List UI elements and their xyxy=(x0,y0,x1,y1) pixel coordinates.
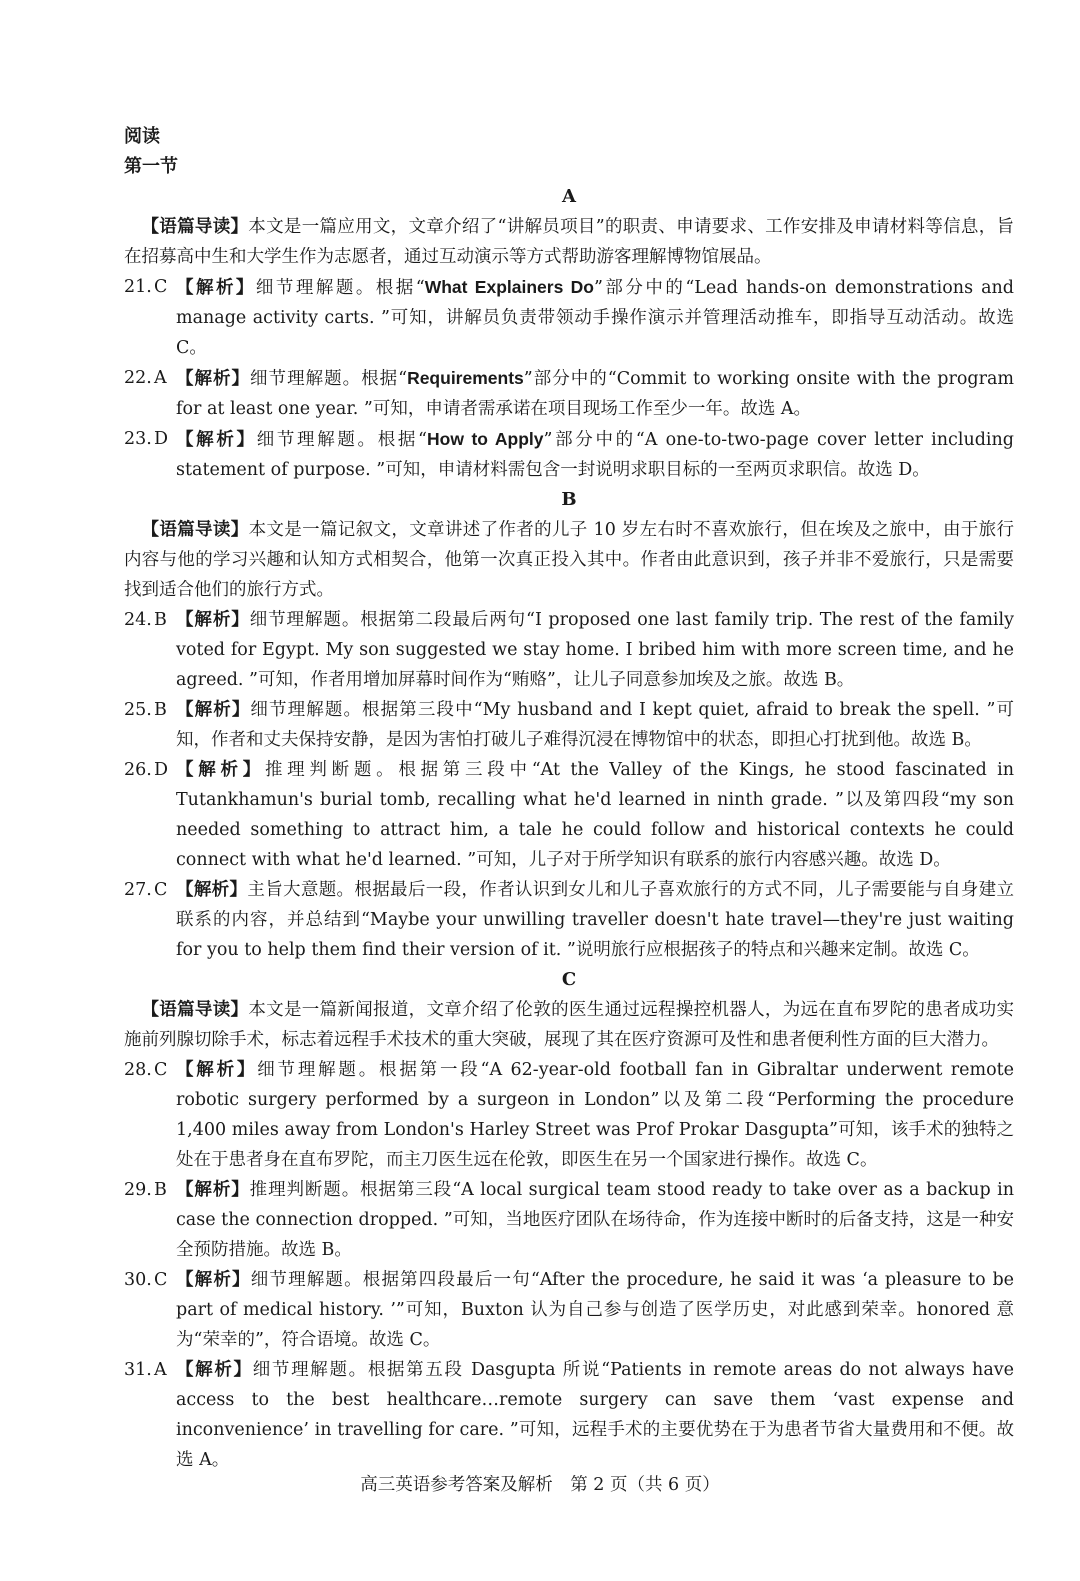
explanation-tag: 【解析】 xyxy=(176,430,257,450)
explanation-text: 细节理解题。根据“ xyxy=(255,278,425,298)
explanation xyxy=(174,875,1014,965)
passage-intro xyxy=(124,515,1014,605)
answer-item xyxy=(124,424,1014,485)
question-number: 22. xyxy=(124,368,152,388)
explanation xyxy=(174,272,1014,363)
explanation-text: 推理判断题。根据第三段中“At the Valley of the Kings, he stood fascinated in Tutankhamun's burial tomb, recalling what he'd learned in ninth grade. ”以及第四段“my son needed something to attract him, a tale he could follow and historical contexts he could connect with what he'd learned. ”可知，儿子对于所学知识有联系的旅行内容感兴趣。故选 D。 xyxy=(176,760,1014,870)
explanation xyxy=(174,363,1014,424)
passage-intro xyxy=(124,995,1014,1055)
explanation xyxy=(174,755,1014,875)
explanation xyxy=(174,1175,1014,1265)
question-number: 26. xyxy=(124,760,152,780)
passage-letter: C xyxy=(561,969,577,990)
explanation-tag: 【解析】 xyxy=(176,700,251,720)
explanation-tag: 【解析】 xyxy=(176,1180,250,1200)
answer-letter: D xyxy=(154,429,169,449)
passage-c xyxy=(124,965,1014,1475)
page-content xyxy=(124,122,1014,1475)
answer-item xyxy=(124,875,1014,965)
answer-letter: C xyxy=(154,880,168,900)
section-title: 阅读 xyxy=(124,126,160,147)
explanation xyxy=(174,1055,1014,1175)
explanation-text: 细节理解题。根据第二段最后两句“I proposed one last family trip. The rest of the family voted for Egypt. My son suggested we stay home. I bribed him with more screen time, and he agreed. ”可知，作者用增加屏幕时间作为“贿赂”，让儿子同意参加埃及之旅。故选 B。 xyxy=(176,610,1015,690)
intro-tag: 【语篇导读】 xyxy=(141,1000,249,1020)
question-number: 31. xyxy=(124,1360,152,1380)
explanation-text-cont: ”部分中的“Lead hands-on demonstrations and manage activity carts. ”可知，讲解员负责带领动手操作演示并管理活动推车，即指导互动活动。故选 C。 xyxy=(176,278,1014,358)
subsection-title: 第一节 xyxy=(124,156,178,177)
answer-letter: B xyxy=(154,1180,167,1200)
question-number: 30. xyxy=(124,1270,152,1290)
explanation-text: 细节理解题。根据第一段“A 62-year-old football fan in Gibraltar underwent remote robotic surgery performed by a surgeon in London”以及第二段“Performing the procedure 1,400 miles away from London's Harley Street was Prof Prokar Dasgupta”可知，该手术的独特之处在于患者身在直布罗陀，而主刀医生远在伦敦，即医生在另一个国家进行操作。故选 C。 xyxy=(176,1060,1014,1170)
intro-tag: 【语篇导读】 xyxy=(141,520,249,540)
section-heading-quote: Requirements xyxy=(407,368,524,388)
passage-intro xyxy=(124,212,1014,272)
explanation-text: 主旨大意题。根据最后一段，作者认识到女儿和儿子喜欢旅行的方式不同，儿子需要能与自身建立联系的内容，并总结到“Maybe your unwilling traveller doesn't hate travel—they're just waiting for you to help them find their version of it. ”说明旅行应根据孩子的特点和兴趣来定制。故选 C。 xyxy=(176,880,1015,960)
question-number: 21. xyxy=(124,277,152,297)
answer-letter: B xyxy=(154,700,167,720)
passage-a xyxy=(124,182,1014,485)
explanation-text-cont: ”部分中的“A one-to-two-page cover letter including statement of purpose. ”可知，申请材料需包含一封说明求职目标的一至两页求职信。故选 D。 xyxy=(176,430,1014,480)
intro-text: 本文是一篇应用文，文章介绍了“讲解员项目”的职责、申请要求、工作安排及申请材料等信息，旨在招募高中生和大学生作为志愿者，通过互动演示等方式帮助游客理解博物馆展品。 xyxy=(124,217,1015,267)
answer-item xyxy=(124,755,1014,875)
explanation-text: 细节理解题。根据“ xyxy=(256,430,427,450)
answer-letter: A xyxy=(154,1360,167,1380)
question-number: 23. xyxy=(124,429,152,449)
answer-item xyxy=(124,363,1014,424)
passage-letter: A xyxy=(562,186,576,207)
page-footer: 高三英语参考答案及解析 第 2 页（共 6 页） xyxy=(360,1475,720,1495)
intro-tag: 【语篇导读】 xyxy=(141,217,249,237)
answer-letter: A xyxy=(154,368,167,388)
explanation-tag: 【解析】 xyxy=(176,1360,253,1380)
section-heading-quote: How to Apply xyxy=(427,429,544,449)
explanation-tag: 【解析】 xyxy=(176,369,251,389)
answer-item xyxy=(124,1055,1014,1175)
answer-letter: B xyxy=(154,610,167,630)
explanation xyxy=(174,1355,1014,1475)
question-number: 25. xyxy=(124,700,152,720)
answer-letter: C xyxy=(154,277,168,297)
intro-text: 本文是一篇新闻报道，文章介绍了伦敦的医生通过远程操控机器人，为远在直布罗陀的患者成功实施前列腺切除手术，标志着远程手术技术的重大突破，展现了其在医疗资源可及性和患者便利性方面的巨大潜力。 xyxy=(124,1000,1014,1050)
explanation-text: 细节理解题。根据第五段 Dasgupta 所说“Patients in remote areas do not always have access to the best healthcare…remote surgery can save them ‘vast expense and inconvenience’ in travelling for care. ”可知，远程手术的主要优势在于为患者节省大量费用和不便。故选 A。 xyxy=(176,1360,1015,1470)
explanation-text: 细节理解题。根据“ xyxy=(250,369,408,389)
answer-item xyxy=(124,605,1014,695)
answer-item xyxy=(124,695,1014,755)
section-heading-quote: What Explainers Do xyxy=(424,277,594,297)
explanation xyxy=(174,695,1014,755)
question-number: 29. xyxy=(124,1180,152,1200)
answer-item xyxy=(124,1265,1014,1355)
explanation-tag: 【解析】 xyxy=(176,880,248,900)
answer-item xyxy=(124,272,1014,363)
explanation xyxy=(174,424,1014,485)
explanation-tag: 【解析】 xyxy=(176,1270,251,1290)
answer-item xyxy=(124,1175,1014,1265)
answer-letter: C xyxy=(154,1060,168,1080)
answer-letter: D xyxy=(154,760,169,780)
explanation-text: 细节理解题。根据第四段最后一句“After the procedure, he said it was ‘a pleasure to be part of medical history. ’”可知，Buxton 认为自己参与创造了医学历史，对此感到荣幸。honored 意为“荣幸的”，符合语境。故选 C。 xyxy=(176,1270,1014,1350)
question-number: 24. xyxy=(124,610,152,630)
explanation-tag: 【解析】 xyxy=(176,760,265,780)
answer-letter: C xyxy=(154,1270,168,1290)
explanation-tag: 【解析】 xyxy=(176,278,256,298)
passage-letter: B xyxy=(561,489,577,510)
explanation-tag: 【解析】 xyxy=(176,1060,258,1080)
explanation xyxy=(174,1265,1014,1355)
question-number: 27. xyxy=(124,880,152,900)
explanation-text: 推理判断题。根据第三段“A local surgical team stood ready to take over as a backup in case the connection dropped. ”可知，当地医疗团队在场待命，作为连接中断时的后备支持，这是一种安全预防措施。故选 B。 xyxy=(176,1180,1014,1260)
explanation xyxy=(174,605,1014,695)
explanation-tag: 【解析】 xyxy=(176,610,250,630)
passage-b xyxy=(124,485,1014,965)
question-number: 28. xyxy=(124,1060,152,1080)
answer-item xyxy=(124,1355,1014,1475)
explanation-text: 细节理解题。根据第三段中“My husband and I kept quiet, afraid to break the spell. ”可知，作者和丈夫保持安静，是因为害怕打破儿子难得沉浸在博物馆中的状态，即担心打扰到他。故选 B。 xyxy=(176,700,1014,750)
intro-text: 本文是一篇记叙文，文章讲述了作者的儿子 10 岁左右时不喜欢旅行，但在埃及之旅中，由于旅行内容与他的学习兴趣和认知方式相契合，他第一次真正投入其中。作者由此意识到，孩子并非不爱旅行，只是需要找到适合他们的旅行方式。 xyxy=(124,520,1015,600)
explanation-text-cont: ”部分中的“Commit to working onsite with the program for at least one year. ”可知，申请者需承诺在项目现场工作至少一年。故选 A。 xyxy=(176,369,1015,419)
